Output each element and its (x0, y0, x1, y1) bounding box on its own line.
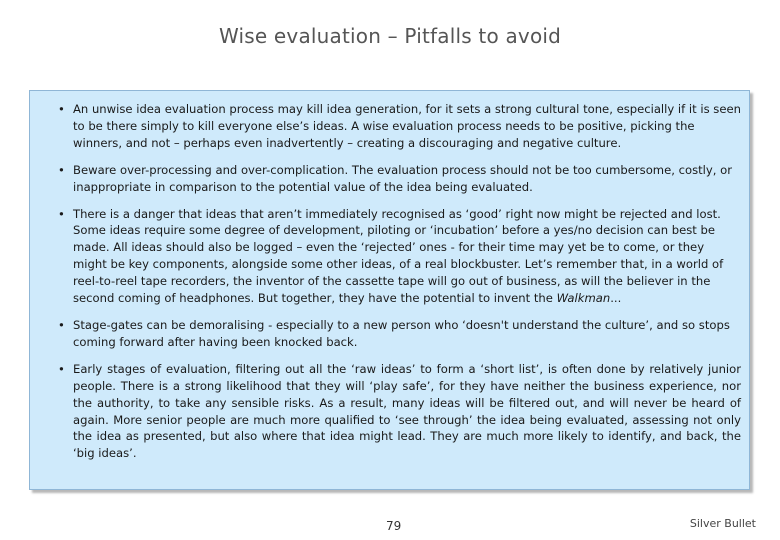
bullet-marker: • (58, 162, 65, 177)
bullet-item-over-processing (38, 162, 741, 196)
bullet-ellipsis: ... (610, 291, 622, 306)
bullet-text: Beware over-processing and over-complication. The evaluation process should not be too cumbersome, costly, or inappropriate in comparison to the potential value of the idea being evaluated. (73, 162, 732, 194)
bullet-item-rejected-ideas (38, 206, 741, 307)
bullet-marker: • (58, 102, 65, 116)
bullet-text: Early stages of evaluation, filtering out all the ‘raw ideas’ to form a ‘short list’, is often done by relatively junior people. There is a strong likelihood that they will ‘play safe’, for they have neither the business experience, nor the authority, to take any sensible risks. As a result, many ideas will be filtered out, and will never be heard of again. More senior people are much more qualified to ‘see through’ the idea being evaluated, assessing not only the idea as presented, but also where that idea might lead. They are much more likely to identify, and back, the ‘big ideas’. (73, 361, 741, 461)
brand-footer: Silver Bullet (689, 517, 756, 530)
bullet-item-early-stages (38, 361, 741, 462)
bullet-item-unwise-evaluation (38, 101, 741, 152)
bullet-item-stage-gates (38, 317, 741, 351)
slide-title: Wise evaluation – Pitfalls to avoid (218, 24, 562, 48)
content-box (29, 90, 750, 490)
emphasis-walkman: Walkman (556, 291, 611, 306)
bullet-text: An unwise idea evaluation process may kill idea generation, for it sets a strong cultural tone, especially if it is seen to be there simply to kill everyone else’s ideas. A wise evaluation process needs to be positive, picking the winners, and not – perhaps even inadvertently – creating a discouraging and negative culture. (73, 102, 741, 150)
bullet-marker: • (58, 361, 65, 376)
page-number: 79 (386, 519, 402, 533)
bullet-list (38, 101, 741, 462)
bullet-text: Stage-gates can be demoralising - especially to a new person who ‘doesn't understand the culture’, and so stops coming forward after having been knocked back. (73, 317, 730, 349)
bullet-text: There is a danger that ideas that aren’t immediately recognised as ‘good’ right now might be rejected and lost. Some ideas require some degree of development, piloting or ‘incubation’ before a yes/no decision can best be made. All ideas should also be logged – even the ‘rejected’ ones - for their time may yet be to come, or they might be key components, alongside some other ideas, of a real blockbuster. Let’s remember that, in a world of reel-to-reel tape recorders, the inventor of the cassette tape will go out of business, as will the believer in the second coming of headphones. But together, they have the potential to invent the (73, 206, 724, 306)
bullet-marker: • (58, 206, 65, 221)
bullet-marker: • (58, 317, 65, 332)
